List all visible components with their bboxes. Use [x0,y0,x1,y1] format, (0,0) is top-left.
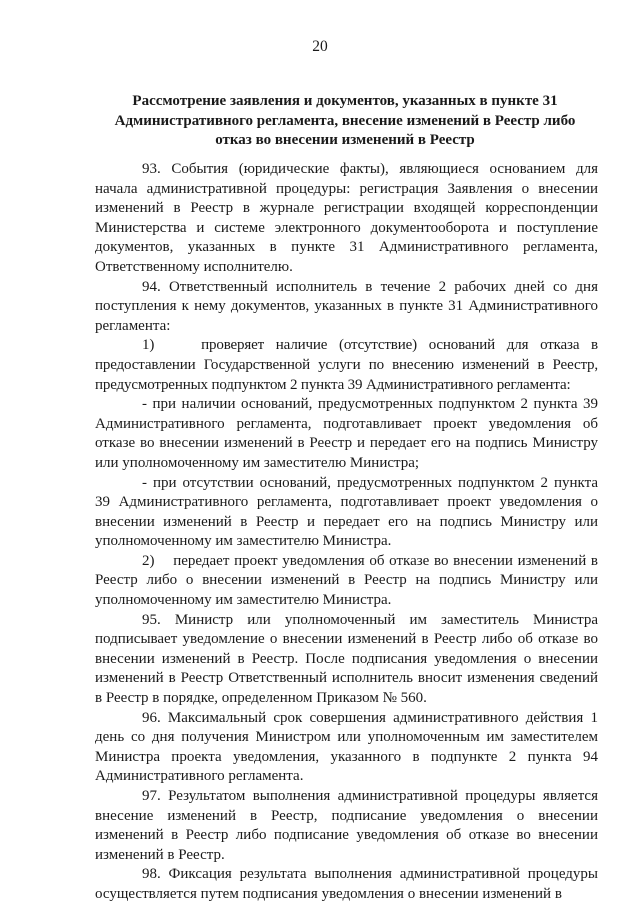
paragraph-98: 98. Фиксация результата выполнения административной процедуры осуществляется путем подписания уведомления о внесении изменений в [95,866,598,902]
paragraph-97: 97. Результатом выполнения административной процедуры является внесение изменений в Реестр, подписание уведомления о внесении изменений в Реестр либо подписание уведомления об отказе во внесении изменений в Реестр. [95,788,598,863]
subitem-94-1: 1) проверяет наличие (отсутствие) оснований для отказа в предоставлении Государственной услуги по внесению изменений в Реестр, предусмотренных подпунктом 2 пункта 39 Административного регламента: [95,337,598,393]
paragraph-94: 94. Ответственный исполнитель в течение 2 рабочих дней со дня поступления к нему документов, указанных в пункте 31 Административного регламента: [95,278,598,334]
document-body [95,160,598,905]
subitem-94-1-bullet-with-grounds: - при наличии оснований, предусмотренных подпунктом 2 пункта 39 Административного регламента, подготавливает проект уведомления об отказе во внесении изменений в Реестр и передает его на подпись Министру или уполномоченному им заместителю Министра; [95,396,598,471]
page-number: 20 [312,38,328,55]
paragraph-95: 95. Министр или уполномоченный им заместитель Министра подписывает уведомление о внесении изменений в Реестр либо об отказе во внесении изменений в Реестр. После подписания уведомления о внесении изменений в Реестр Ответственный исполнитель вносит изменения сведений в Реестр в порядке, определенном Приказом № 560. [95,611,598,707]
subitem-94-1-bullet-without-grounds: - при отсутствии оснований, предусмотренных подпунктом 2 пункта 39 Административного регламента, подготавливает проект уведомления о внесении изменений в Реестр и передает его на подпись Министру или уполномоченному им заместителю Министра. [95,474,598,550]
subitem-94-2: 2) передает проект уведомления об отказе во внесении изменений в Реестр либо о внесении изменений в Реестр на подпись Министру или уполномоченному им заместителю Министра. [95,552,598,609]
paragraph-96: 96. Максимальный срок совершения административного действия 1 день со дня получения Министром или уполномоченным им заместителем Министра проекта уведомления, указанного в подпункте 2 пункта 94 Административного регламента. [95,709,598,785]
paragraph-93: 93. События (юридические факты), являющиеся основанием для начала административной процедуры: регистрация Заявления о внесении изменений в Реестр в журнале регистрации входящей корреспонденции Министерства и системе электронного документооборота и поступление документов, указанных в пункте 31 Административного регламента, Ответственному исполнителю. [95,161,598,275]
section-heading: Рассмотрение заявления и документов, указанных в пункте 31 Административного регламента, внесение изменений в Реестр либо отказ во внесении изменений в Реестр [114,93,576,148]
